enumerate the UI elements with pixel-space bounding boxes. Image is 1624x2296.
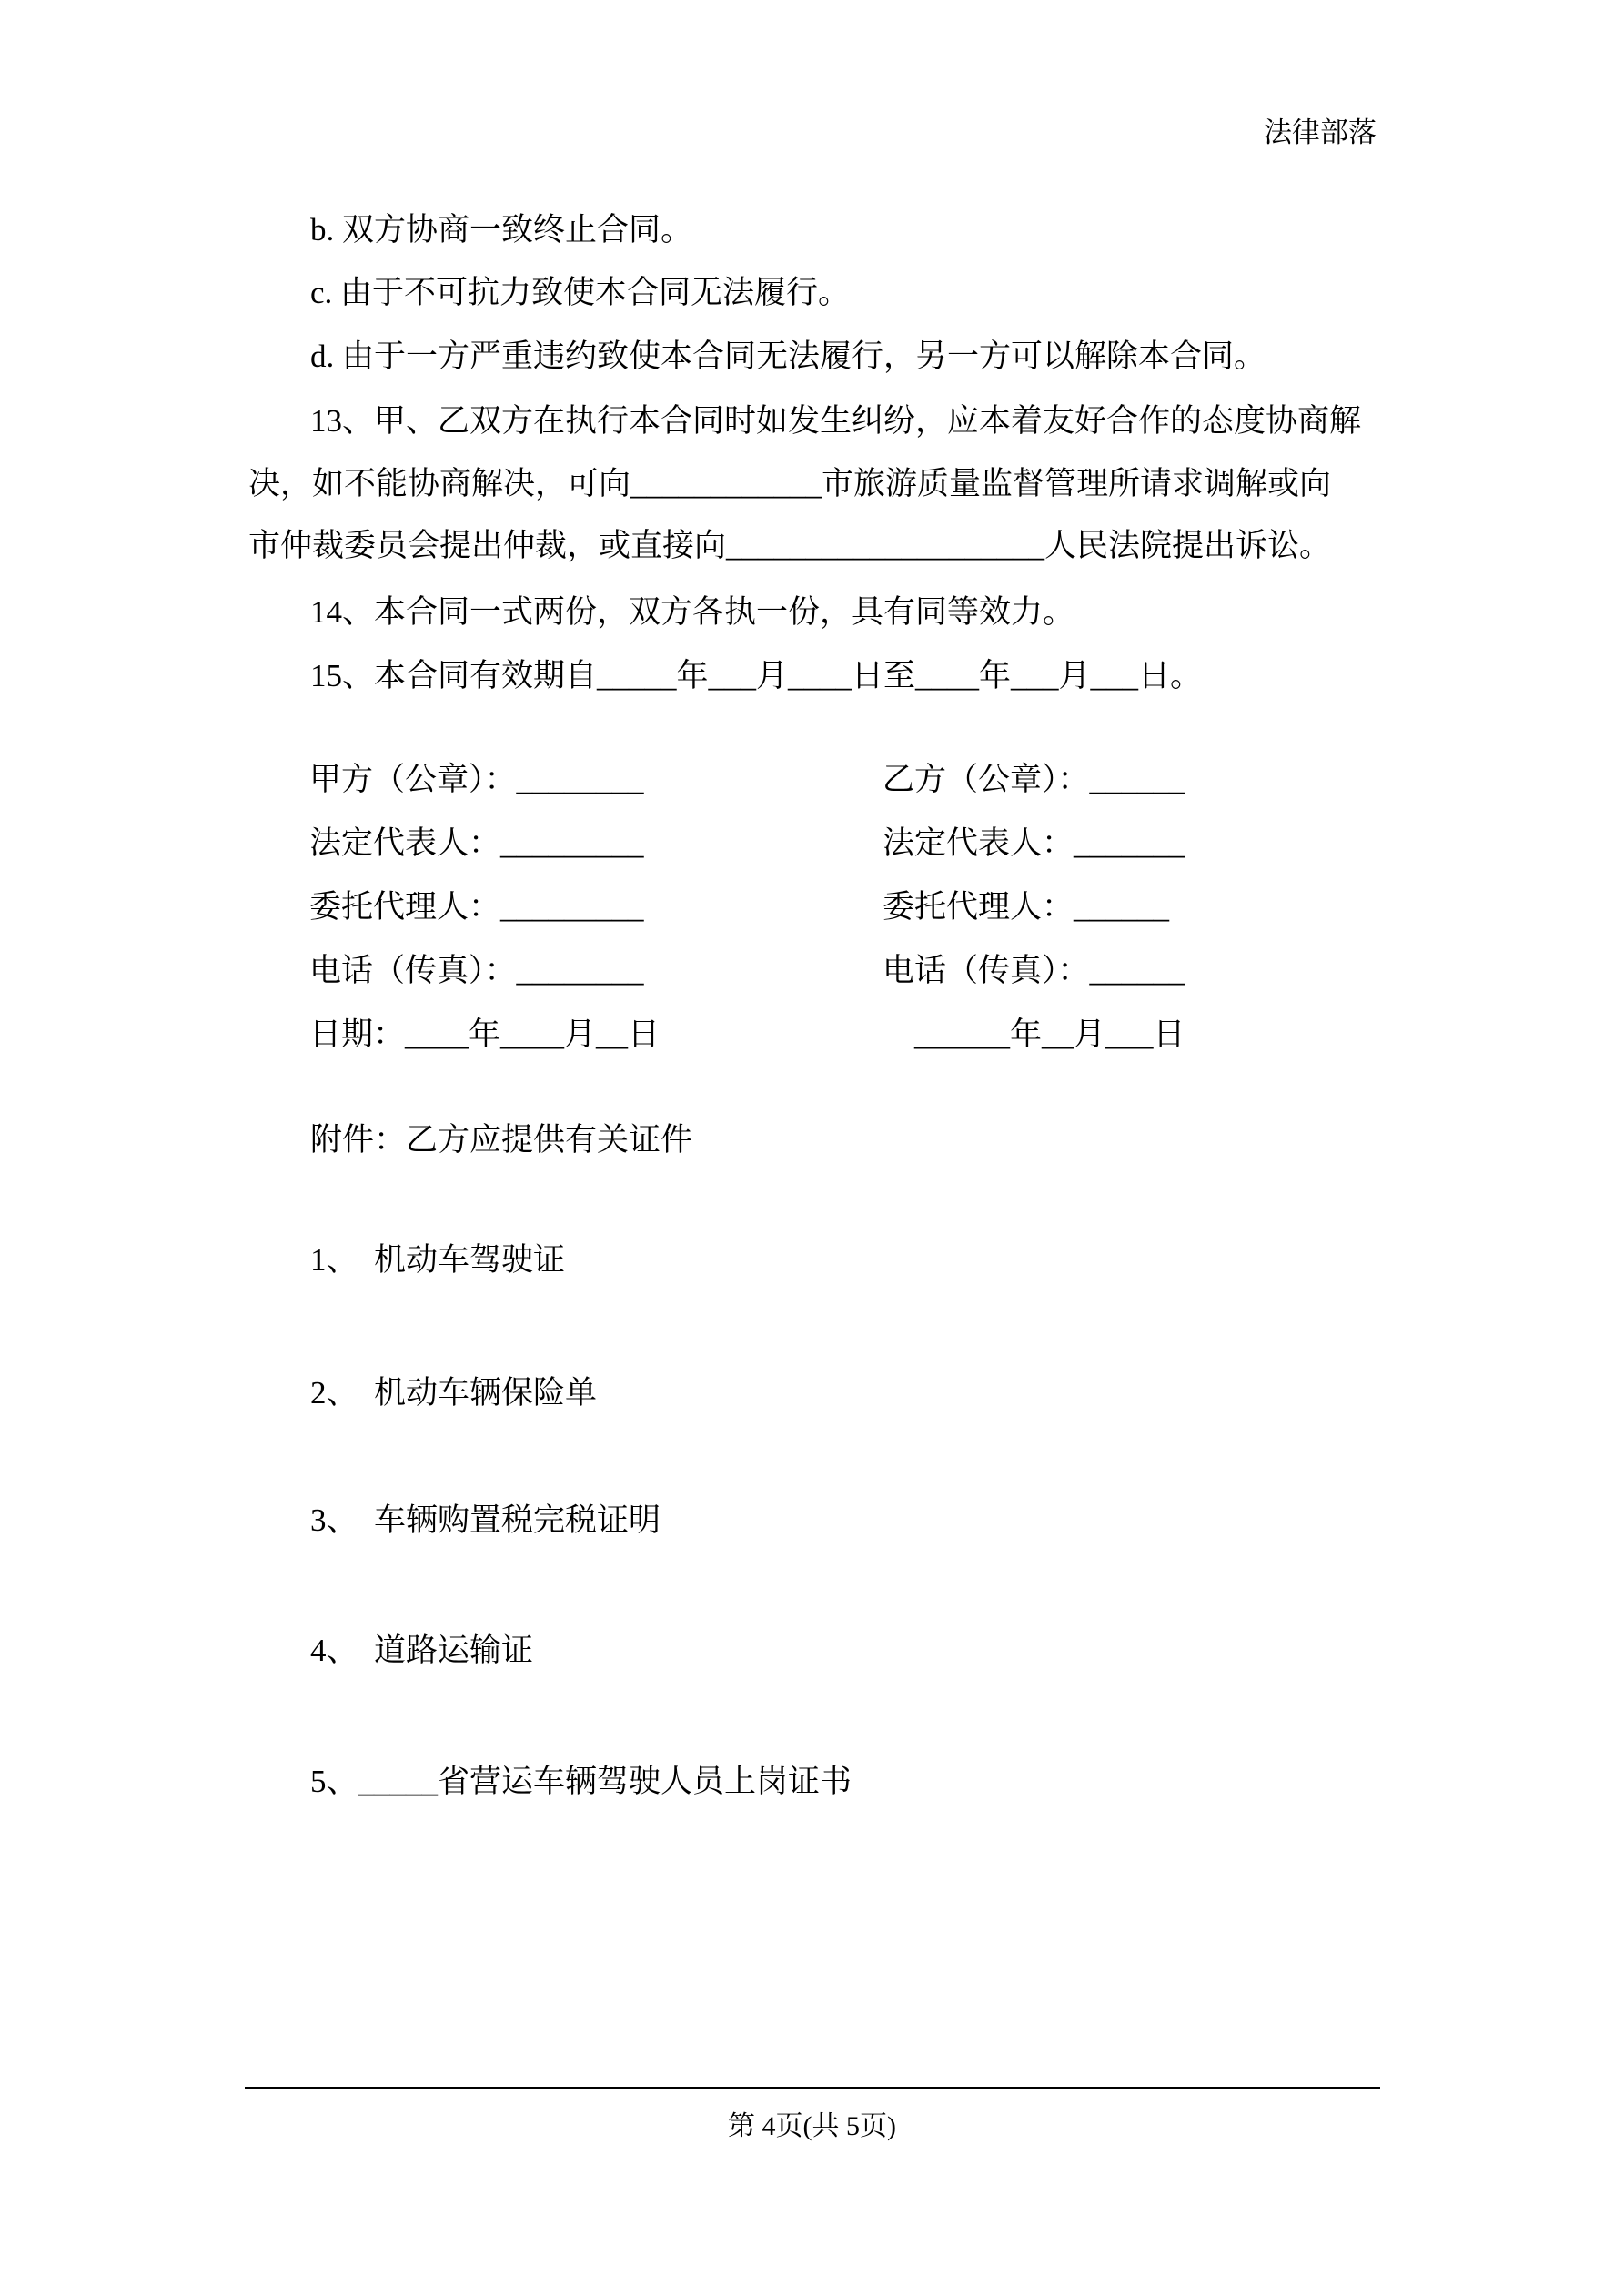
clause-13-line-2: 决，如不能协商解决，可向____________市旅游质量监督管理所请求调解或向	[248, 466, 1332, 501]
clause-14-line: 14、本合同一式两份，双方各执一份，具有同等效力。	[310, 594, 1075, 630]
party-a-phone-label: 电话（传真）：________	[309, 953, 644, 988]
party-a-legal-rep-label: 法定代表人：_________	[309, 825, 644, 861]
signature-row-agent	[0, 887, 1624, 933]
signature-row-legal-rep	[0, 824, 1624, 869]
party-b-legal-rep-label: 法定代表人：_______	[883, 825, 1185, 861]
party-a-agent-label: 委托代理人：_________	[309, 889, 644, 925]
brand-header: 法律部落	[1264, 116, 1377, 148]
attachment-title: 附件：乙方应提供有关证件	[310, 1122, 693, 1158]
party-a-date-label: 日期：____年____月__日	[309, 1017, 661, 1052]
clause-line-b: b. 双方协商一致终止合同。	[310, 212, 693, 248]
party-b-seal-label: 乙方（公章）：______	[883, 762, 1185, 797]
party-b-agent-label: 委托代理人：______	[883, 889, 1170, 925]
party-b-date-label: ______年__月___日	[914, 1017, 1185, 1052]
clause-line-d: d. 由于一方严重违约致使本合同无法履行，另一方可以解除本合同。	[310, 339, 1266, 374]
party-b-phone-label: 电话（传真）：______	[883, 953, 1185, 988]
page-number: 第 4页(共 5页)	[728, 2111, 896, 2141]
attachment-item-4: 4、 道路运输证	[310, 1633, 534, 1668]
signature-row-seal	[0, 760, 1624, 805]
clause-13-line-1: 13、甲、乙双方在执行本合同时如发生纠纷，应本着友好合作的态度协商解	[310, 403, 1362, 439]
attachment-item-2: 2、 机动车辆保险单	[310, 1375, 598, 1411]
clause-line-c: c. 由于不可抗力致使本合同无法履行。	[310, 275, 851, 310]
clause-13-line-3: 市仲裁委员会提出仲裁，或直接向____________________人民法院提出诉讼。	[248, 528, 1332, 563]
attachment-item-5: 5、_____省营运车辆驾驶人员上岗证书	[310, 1764, 852, 1799]
footer-divider	[245, 2087, 1380, 2089]
signature-row-date	[0, 1015, 1624, 1060]
party-a-seal-label: 甲方（公章）：________	[309, 762, 644, 797]
attachment-item-3: 3、 车辆购置税完税证明	[310, 1502, 661, 1538]
signature-row-phone	[0, 951, 1624, 996]
clause-15-line: 15、本合同有效期自_____年___月____日至____年___月___日。	[310, 658, 1203, 693]
attachment-item-1: 1、 机动车驾驶证	[310, 1242, 566, 1278]
